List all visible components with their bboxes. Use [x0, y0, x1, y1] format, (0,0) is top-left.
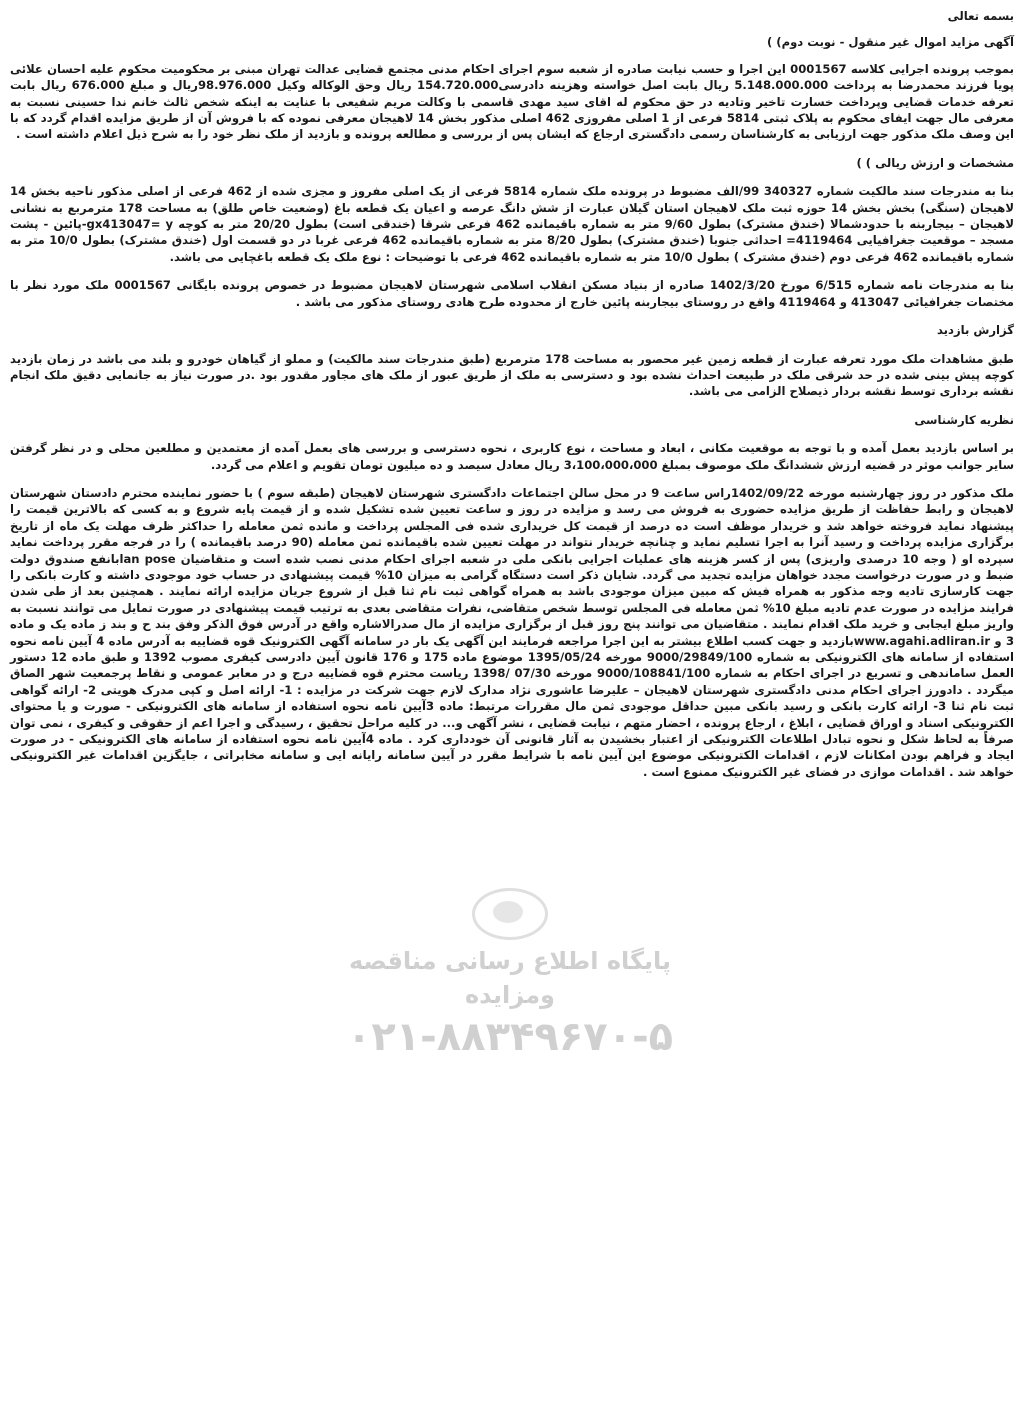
watermark-name: پایگاه اطلاع رسانی مناقصه ومزایده: [349, 947, 671, 1009]
heading-opinion: نظریه کارشناسی: [914, 412, 1014, 427]
watermark: [300, 888, 720, 1062]
opinion-paragraph: بر اساس بازدید بعمل آمده و با توجه به موقعیت مکانی ، ابعاد و مساحت ، نوع کاربری ، نحوه دسترسی و بررسی های بعمل آمده از معتمدین و مطلعین محلی و در نظر گرفتن سایر جوانب موثر در قضیه ارزش ششدانگ ملک موصوف بمبلغ 3،100،000،000 ریال معادل سیصد و ده میلیون تومان تقویم و اعلام می گردد.: [10, 441, 1014, 472]
basmala: بسمه تعالی: [947, 9, 1014, 23]
auction-notice: [10, 8, 1014, 790]
heading-specs: مشخصات و ارزش ریالی ) ): [856, 155, 1014, 170]
visit-paragraph: طبق مشاهدات ملک مورد تعرفه عبارت از قطعه زمین غیر محصور به مساحت 178 مترمربع (طبق مندرجات سند مالکیت) و مملو از گیاهان خودرو و بلند می باشد در زمان بازدید کوچه پیش بینی شده در حد شرقی ملک در طبیعت احداث نشده بود و دسترسی به ملک از طریق عبور از ملک های مجاور مقدور بود .در صورت نیاز به جانمایی دقیق ملک انجام نقشه برداری توسط نقشه بردار ذیصلاح الزامی می باشد.: [10, 351, 1014, 399]
notice-title: آگهی مزاید اموال غیر منقول - نوبت دوم) ): [766, 35, 1014, 50]
watermark-phone: ۰۲۱-۸۸۳۴۹۶۷۰-۵: [346, 1014, 674, 1060]
letter-paragraph: بنا به مندرجات نامه شماره 6/515 مورخ 1402/3/20 صادره از بنیاد مسکن انقلاب اسلامی شهرستان لاهیجان مضبوط در خصوص پرونده بایگانی 0001567 ملک مورد نظر با مختصات جغرافیائی 413047 و 4119464 واقع در روستای بیجاربنه پائین خارج از محدوده طرح هادی روستای مذکور می باشد .: [10, 278, 1014, 309]
heading-visit: گزارش بازدید: [936, 323, 1014, 338]
watermark-logo-icon: [472, 888, 548, 940]
specs-paragraph: بنا به مندرجات سند مالکیت شماره 340327 99/الف مضبوط در پرونده ملک شماره 5814 فرعی از یک اصلی مفروز و مجزی شده از 462 فرعی از اصلی مذکور ناحیه بخش 14 لاهیجان (سنگی) بخش بخش 14 حوزه ثبت ملک لاهیجان استان گیلان عبارت از شش دانگ عرصه و اعیان یک قطعه باغ (وضعیت خاص طلق) به مساحت 178 مترمربع به نشانی لاهیجان – بیجاربنه با حدودشمالا (خندق مشترک) بطول 9/60 متر به شماره باقیمانده 462 فرعی شرقا (خندقی است) بطول 20/20 متر به کوچه gx413047= y-پائین - پشت مسجد – موقعیت جغرافیایی 4119464= احداثی جنوبا (خندق مشترک) بطول 8/20 متر به شماره باقیمانده 462 فرعی غربا در دو قسمت اول (خندق مشترک) بطول 10/0 متر به شماره باقیمانده 462 فرعی دوم (خندق مشترک ) بطول 10/0 متر به شماره باقیمانده 462 فرعی با توضیحات : نوع ملک یک قطعه باغچایی می باشد.: [10, 184, 1014, 264]
intro-paragraph: بموجب پرونده اجرایی کلاسه 0001567 این اجرا و حسب نیابت صادره از شعبه سوم اجرای احکام مدنی مجتمع قضایی عدالت تهران مبنی بر محکومیت محکوم علیه احسان علائی پویا فرزند محمدرضا به پرداخت 5.148.000.000 ریال بابت اصل خواسته وهزینه دادرسی154.720.000 ریال وحق الوکاله وکیل 98.976.000ریال و مبلغ 676.000 ریال بابت تعرفه خدمات قضایی وپرداخت خسارت تاخیر وتادیه در حق محکوم له اقای سید مهدی قاسمی با وکالت مریم شفیعی با عنایت به اینکه شخص ثالث خانم ندا حسینی نسبت به معرفی مال جهت ایفای محکوم به پلاک ثبتی 5814 فرعی از 1 اصلی مفروزی 462 اصلی مذکور بخش 14 لاهیجان معرفی نموده که با فروش آن از طریق مزایده اقدام گردد که با این وصف ملک مذکور جهت ارزیابی به کارشناسان رسمی دادگستری ارجاع که ایشان پس از بررسی و مطالعه پرونده و بازدید از ملک نظر خود را به شرح ذیل اعلام داشته است .: [10, 61, 1014, 142]
auction-paragraph: ملک مذکور در روز چهارشنبه مورخه 1402/09/22راس ساعت 9 در محل سالن اجتماعات دادگستری شهرستان لاهیجان (طبقه سوم ) با حضور نماینده محترم دادستان شهرستان لاهیجان و رابط حفاظت از طریق مزایده حضوری به فروش می رسد و مزایده در روز و ساعت تعیین شده تشکیل شده و از قیمت پایه شروع و به کسی که بالاترین قیمت را پیشنهاد نماید فروخته خواهد شد و خریدار موظف است ده درصد از قیمت کل خریداری شده فی المجلس پرداخت و مانده ثمن معامله را حداکثر ظرف مهلت یک ماه از تاریخ برگزاری مزایده پرداخت و رسید آنرا به اجرا تسلیم نماید و چنانچه خریدار نتواند در مهلت تعیین شده باقیمانده ثمن معامله (90 درصد باقیمانده ) را در فرجه مقرر پرداخت نماید سپرده او ( وجه 10 درصدی واریزی) پس از کسر هزینه های عملیات اجرایی بانکی ملی در شعبه اجرای احکام مدنی نصب شده است و متقاضیان lan poseبانفع صندوق دولت ضبط و در صورت درخواست مجدد خواهان مزایده تجدید می گردد. شایان ذکر است دستگاه گرامی به میزان 10% قیمت پیشنهادی در حساب خود موجودی داشته و کارت بانکی را جهت کارسازی تادیه وجه مذکور به همراه فیش که مبین میزان موجودی باشد به همراه گواهی ثبت نام ثنا قبل از شروع جریان مزایده ارائه نمایند . همچنین بعد از طی شدن فرایند مزایده در صورت عدم تادیه مبلغ 10% ثمن معامله فی المجلس توسط شخص متقاضی، نفرات متقاضی بعدی به ترتیب قیمت پیشنهادی در صورت تمایل می توانند نسبت به واریز مبلغ ایجابی و خرید ملک اقدام نمایند . متقاضیان می توانند پنج روز قبل از برگزاری مزایده از مال صدرالاشاره واقع در آدرس فوق الذکر وفق بند ح و بند ز ماده یک و ماده 3 و www.agahi.adliran.irبازدید و جهت کسب اطلاع بیشتر به این اجرا مراجعه فرمایند این آگهی یک بار در سامانه آگهی الکترونیک قوه قضاییه به آدرس ماده 4 آیین نامه نحوه استفاده از سامانه های الکترونیکی به شماره 9000/29849/100 مورخه 1395/05/24 موضوع ماده 175 و 176 قانون آیین دادرسی کیفری مصوب 1392 و طبق ماده 12 دستور العمل ساماندهی و تسریع در اجرای احکام به شماره 9000/108841/100 مورخه 07/30 /1398 ریاست محترم قوه قضاییه درج و در معابر عمومی و نقاط پرجمعیت شهر الصاق میگردد . دادورز اجرای احکام مدنی دادگستری شهرستان لاهیجان – علیرضا عاشوری نژاد مدارک لازم جهت شرکت در مزایده : 1- ارائه اصل و کپی مدرک هویتی 2- ارائه گواهی ثبت نام ثنا 3- ارائه کارت بانکی و رسید بانکی مبین حداقل موجودی ثمن مال مقررات مرتبط: ماده 3آیین نامه نحوه استفاده از سامانه های الکترونیکی - صورت و یا محتوای الکترونیکی اسناد و اوراق قضایی ، ابلاغ ، ارجاع پرونده ، احضار متهم ، نیابت قضایی ، نشر آگهی و... در کلیه مراحل تحقیق ، رسیدگی و اجرا اعم از حقوقی و کیفری ، نمی توان صرفاً به لحاظ شکل و نحوه تبادل اطلاعات الکترونیکی از اعتبار بخشیدن به آثار قانونی آن خودداری کرد . ماده 4آیین نامه نحوه استفاده از سامانه های الکترونیکی - در صورت ایجاد و فراهم بودن امکانات لازم ، اقدامات الکترونیکی موضوع این آیین نامه با شرایط مقرر در آیین سامانه رایانه ایی و سامانه مخابراتی ، جایگزین اقدامات غیر الکترونیکی خواهد شد . اقدامات موازی در فضای غیر الکترونیک ممنوع است .: [10, 485, 1015, 779]
